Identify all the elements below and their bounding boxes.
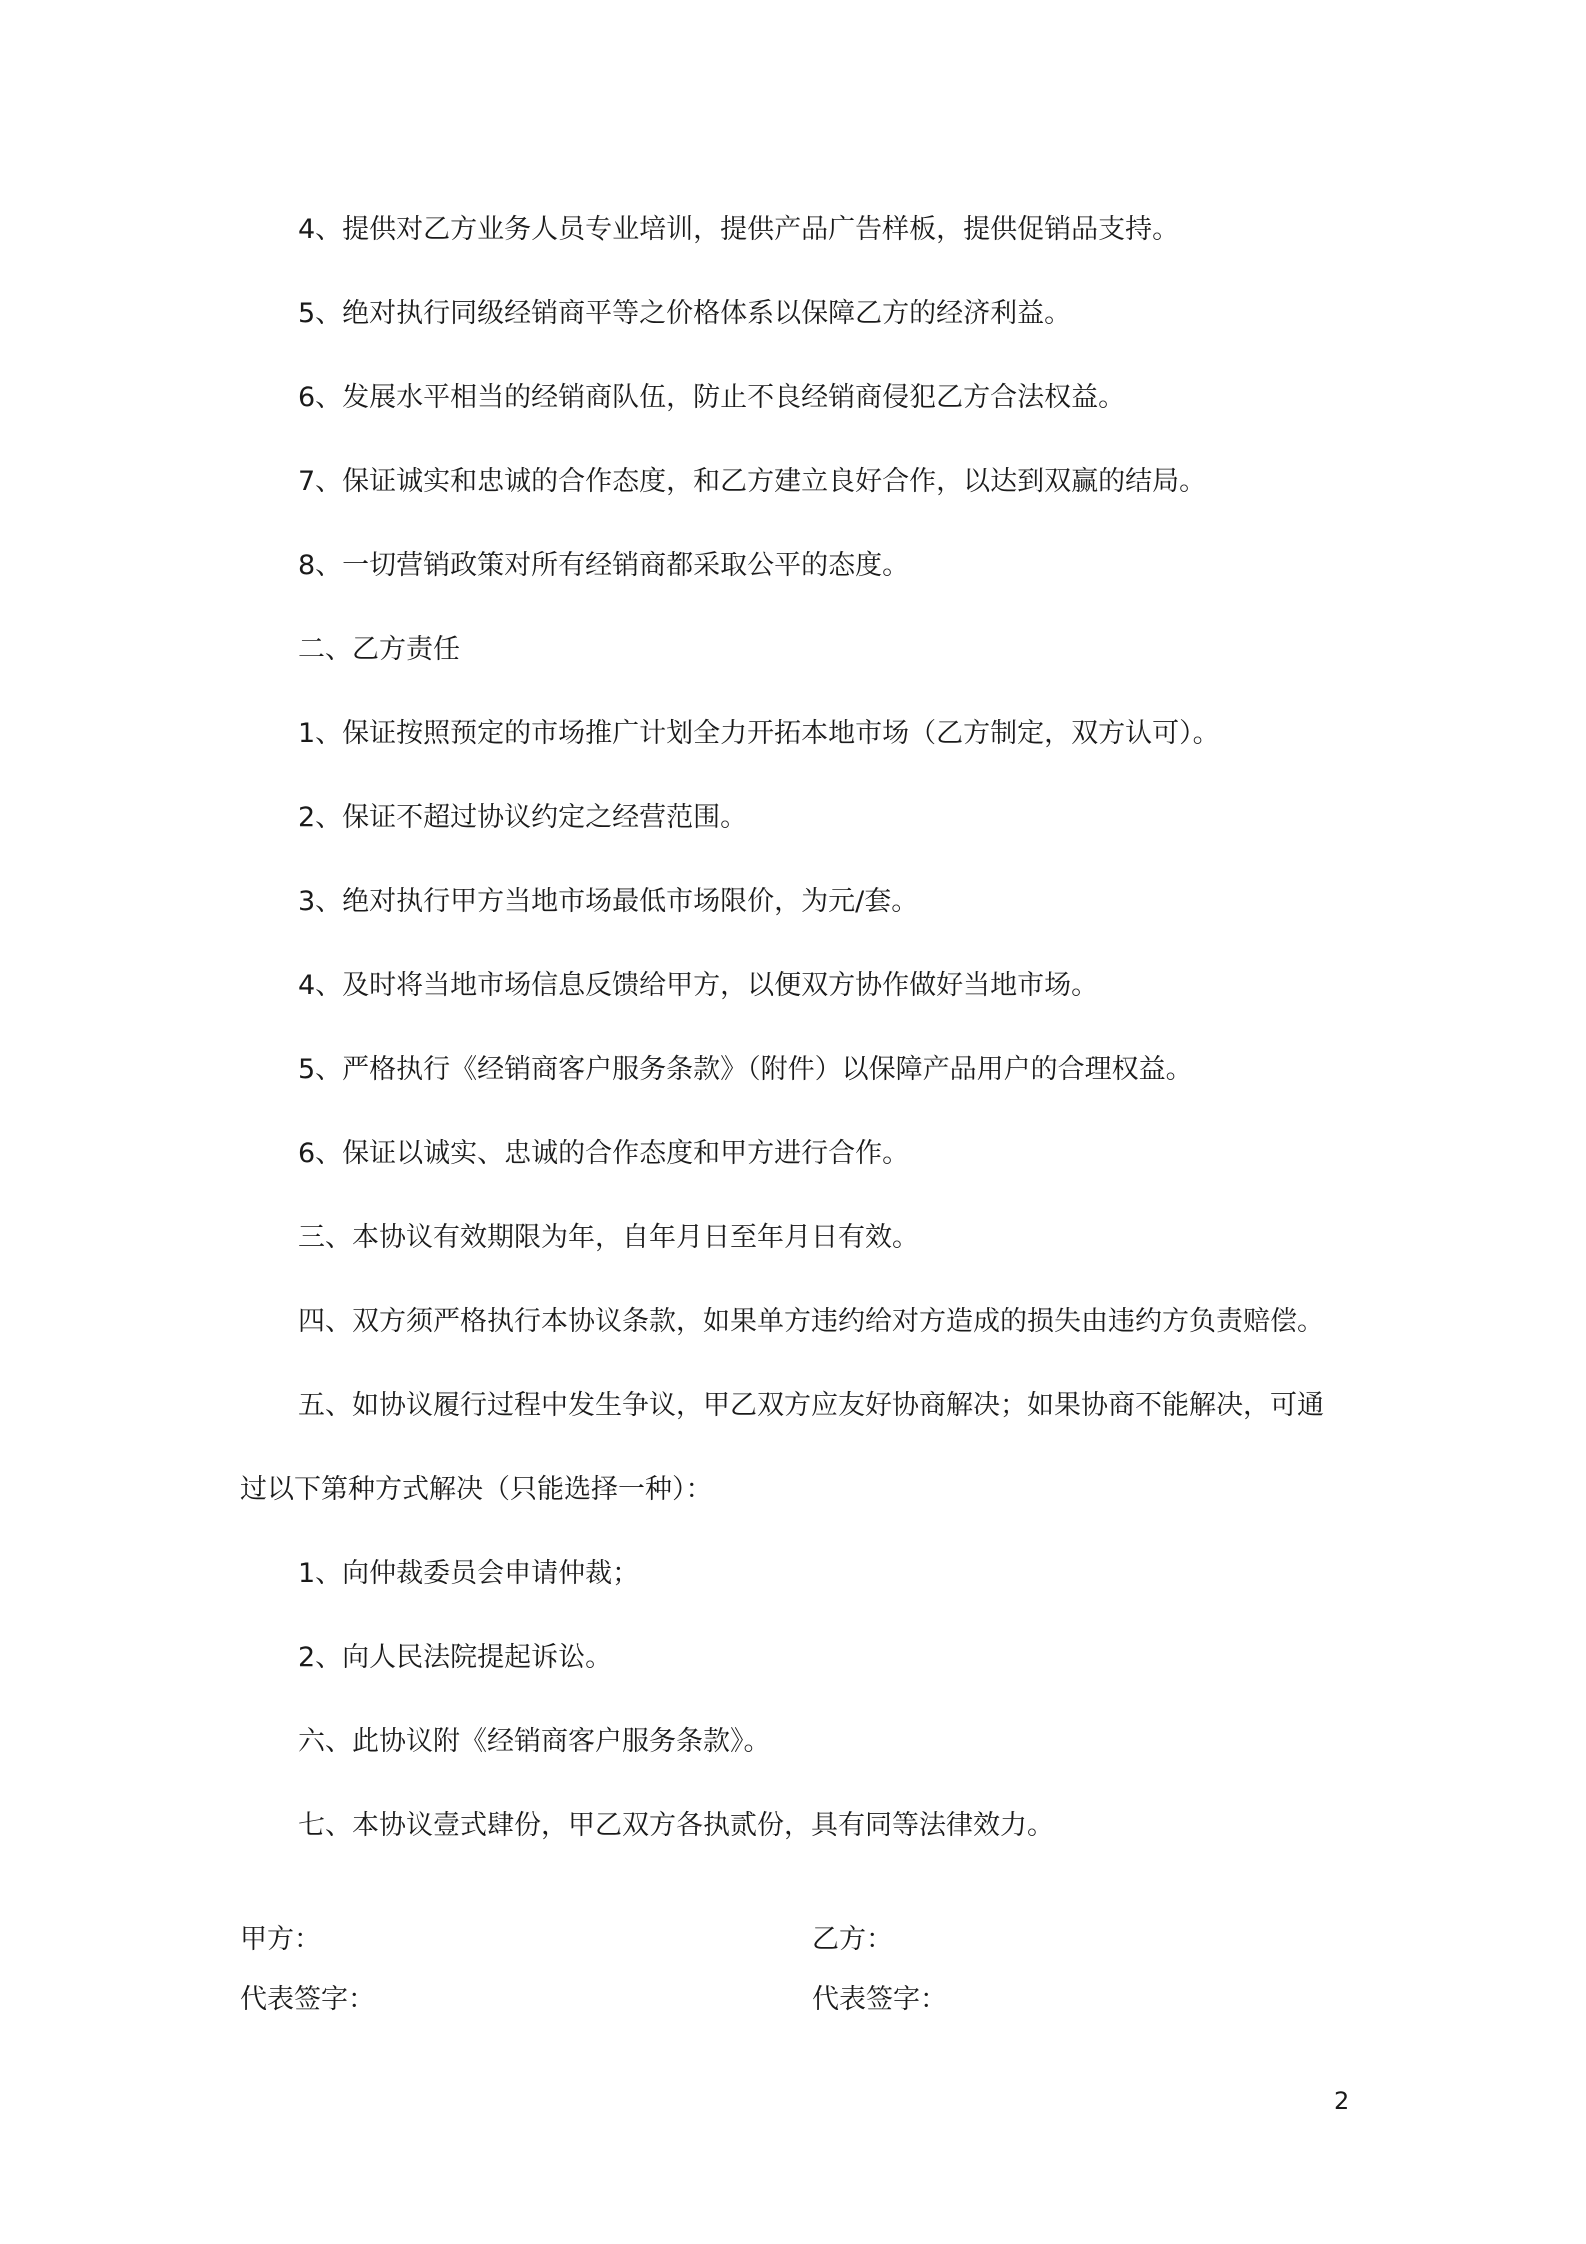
party-b-rep-label: 代表签字：	[812, 1984, 947, 2015]
paragraph: 7、保证诚实和忠诚的合作态度，和乙方建立良好合作，以达到双赢的结局。	[298, 466, 1207, 497]
paragraph: 3、绝对执行甲方当地市场最低市场限价，为元/套。	[298, 886, 919, 917]
party-b-label: 乙方：	[812, 1924, 893, 1955]
paragraph: 6、发展水平相当的经销商队伍，防止不良经销商侵犯乙方合法权益。	[298, 382, 1126, 413]
paragraph: 1、保证按照预定的市场推广计划全力开拓本地市场（乙方制定，双方认可）。	[298, 718, 1220, 749]
section-heading: 六、此协议附《经销商客户服务条款》。	[298, 1726, 771, 1757]
section-heading: 七、本协议壹式肆份，甲乙双方各执贰份，具有同等法律效力。	[298, 1810, 1054, 1841]
paragraph: 5、绝对执行同级经销商平等之价格体系以保障乙方的经济利益。	[298, 298, 1072, 329]
paragraph: 4、及时将当地市场信息反馈给甲方，以便双方协作做好当地市场。	[298, 970, 1099, 1001]
party-a-rep-label: 代表签字：	[240, 1984, 375, 2015]
paragraph: 4、提供对乙方业务人员专业培训，提供产品广告样板，提供促销品支持。	[298, 214, 1180, 245]
page-number: 2	[1334, 2087, 1350, 2115]
paragraph: 8、一切营销政策对所有经销商都采取公平的态度。	[298, 550, 910, 581]
paragraph: 5、严格执行《经销商客户服务条款》（附件）以保障产品用户的合理权益。	[298, 1054, 1193, 1085]
paragraph: 6、保证以诚实、忠诚的合作态度和甲方进行合作。	[298, 1138, 910, 1169]
party-a-label: 甲方：	[240, 1924, 321, 1955]
paragraph: 1、向仲裁委员会申请仲裁；	[298, 1558, 640, 1589]
paragraph-continuation: 过以下第种方式解决（只能选择一种）：	[240, 1474, 713, 1505]
section-heading: 三、本协议有效期限为年，自年月日至年月日有效。	[298, 1222, 919, 1253]
section-heading: 五、如协议履行过程中发生争议，甲乙双方应友好协商解决；如果协商不能解决，可通	[298, 1390, 1324, 1421]
paragraph: 2、向人民法院提起诉讼。	[298, 1642, 613, 1673]
section-heading: 四、双方须严格执行本协议条款，如果单方违约给对方造成的损失由违约方负责赔偿。	[298, 1306, 1324, 1337]
paragraph: 2、保证不超过协议约定之经营范围。	[298, 802, 748, 833]
section-heading: 二、乙方责任	[298, 634, 460, 665]
